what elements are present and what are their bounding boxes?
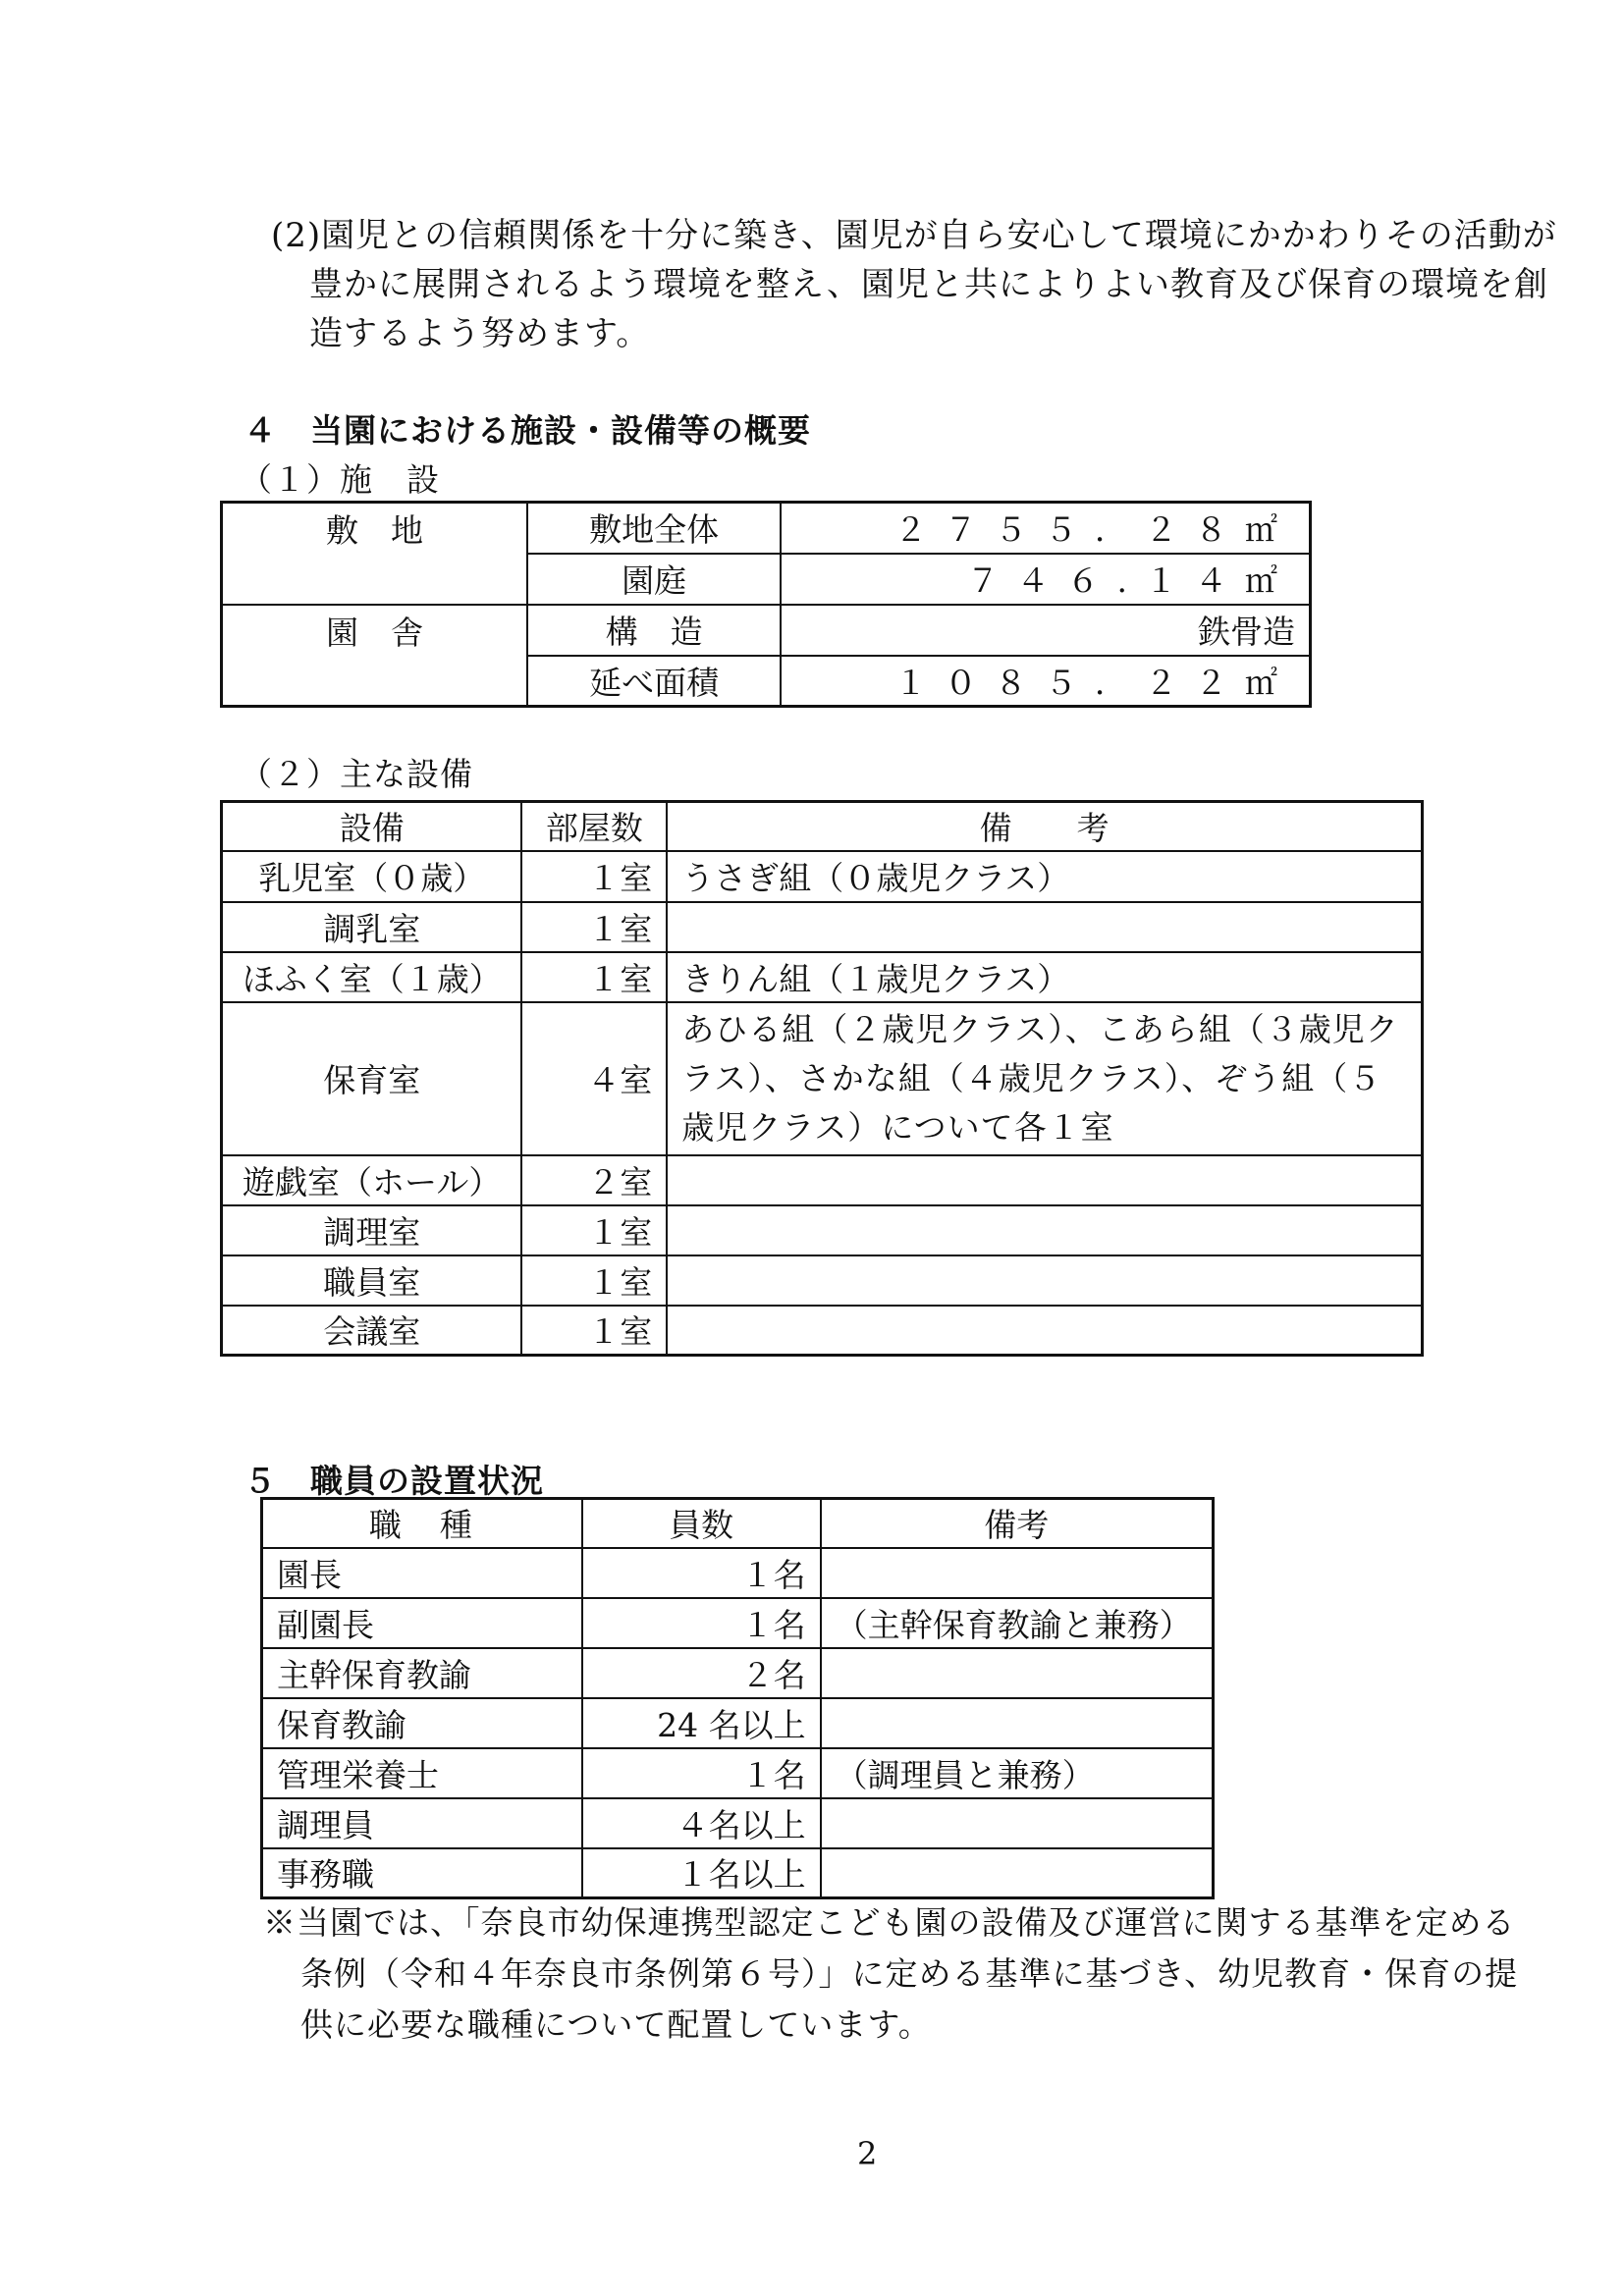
intro-line-2: 豊かに展開されるよう環境を整え、園児と共によりよい教育及び保育の環境を創 <box>309 265 1549 304</box>
equipment-note <box>667 1155 1422 1205</box>
staff-role: 管理栄養士 <box>262 1748 582 1798</box>
staff-note: （調理員と兼務） <box>821 1748 1214 1798</box>
equipment-note <box>667 1255 1422 1306</box>
equipment-note <box>667 902 1422 952</box>
equipment-count: ４室 <box>521 1002 667 1155</box>
equipment-name: 調理室 <box>222 1205 522 1255</box>
staff-note <box>821 1548 1214 1598</box>
staff-note <box>821 1698 1214 1748</box>
equipment-count: １室 <box>521 1306 667 1356</box>
facilities-table <box>220 501 1312 708</box>
table-row <box>222 1306 1423 1356</box>
staff-count: １名 <box>582 1548 821 1598</box>
equipment-subheading: （２）主な設備 <box>240 755 473 793</box>
equipment-count: １室 <box>521 952 667 1002</box>
equipment-name: ほふく室（１歳） <box>222 952 522 1002</box>
building-label-cont <box>222 656 528 707</box>
header-room-count: 部屋数 <box>521 802 667 851</box>
staff-count: ４名以上 <box>582 1798 821 1848</box>
equipment-note: うさぎ組（０歳児クラス） <box>667 851 1422 902</box>
staff-note-line-3: 供に必要な職種について配置しています。 <box>300 2005 932 2044</box>
staff-count: １名 <box>582 1598 821 1648</box>
staff-note-line-1: ※当園では、「奈良市幼保連携型認定こども園の設備及び運営に関する基準を定める <box>263 1903 1516 1942</box>
equipment-count: １室 <box>521 851 667 902</box>
page-number: 2 <box>857 2135 878 2172</box>
staff-note <box>821 1648 1214 1698</box>
table-row <box>222 1205 1423 1255</box>
intro-line-1: (2)園児との信頼関係を十分に築き、園児が自ら安心して環境にかかわりその活動が <box>271 216 1557 255</box>
table-row <box>262 1548 1214 1598</box>
staff-role: 事務職 <box>262 1848 582 1898</box>
facility-value: １０８５．２２㎡ <box>781 656 1310 707</box>
staff-count: 24 名以上 <box>582 1698 821 1748</box>
table-row <box>262 1648 1214 1698</box>
section-5-heading: ５ 職員の設置状況 <box>244 1462 544 1500</box>
table-row <box>222 1255 1423 1306</box>
facility-item: 園庭 <box>527 554 781 605</box>
equipment-count: １室 <box>521 1255 667 1306</box>
table-row <box>222 851 1423 902</box>
facility-value: ７４６.１４㎡ <box>781 554 1310 605</box>
facility-item: 敷地全体 <box>527 503 781 554</box>
equipment-name: 乳児室（０歳） <box>222 851 522 902</box>
staff-count: １名 <box>582 1748 821 1798</box>
table-row <box>262 1698 1214 1748</box>
equipment-count: ２室 <box>521 1155 667 1205</box>
staff-role: 副園長 <box>262 1598 582 1648</box>
equipment-count: １室 <box>521 902 667 952</box>
equipment-note: あひる組（２歳児クラス）、こあら組（３歳児クラス）、さかな組（４歳児クラス）、ぞう組（５歳児クラス）について各１室 <box>667 1002 1422 1155</box>
equipment-name: 調乳室 <box>222 902 522 952</box>
section-4-heading: ４ 当園における施設・設備等の概要 <box>244 411 811 450</box>
facility-item: 構 造 <box>527 605 781 656</box>
building-label: 園 舎 <box>222 605 528 656</box>
facility-value: 鉄骨造 <box>781 605 1310 656</box>
staff-count: ２名 <box>582 1648 821 1698</box>
staff-note: （主幹保育教諭と兼務） <box>821 1598 1214 1648</box>
staff-count: １名以上 <box>582 1848 821 1898</box>
table-row <box>262 1598 1214 1648</box>
equipment-count: １室 <box>521 1205 667 1255</box>
equipment-note <box>667 1205 1422 1255</box>
staff-note-line-2: 条例（令和４年奈良市条例第６号）」に定める基準に基づき、幼児教育・保育の提 <box>300 1954 1519 1993</box>
equipment-name: 職員室 <box>222 1255 522 1306</box>
equipment-name: 会議室 <box>222 1306 522 1356</box>
equipment-name: 遊戯室（ホール） <box>222 1155 522 1205</box>
header-job-type: 職 種 <box>262 1499 582 1548</box>
table-row <box>222 902 1423 952</box>
staff-role: 主幹保育教諭 <box>262 1648 582 1698</box>
staff-role: 調理員 <box>262 1798 582 1848</box>
site-label-cont <box>222 554 528 605</box>
header-equipment: 設備 <box>222 802 522 851</box>
equipment-note: きりん組（１歳児クラス） <box>667 952 1422 1002</box>
header-staff-count: 員数 <box>582 1499 821 1548</box>
equipment-note <box>667 1306 1422 1356</box>
table-row <box>222 1155 1423 1205</box>
header-remarks: 備考 <box>821 1499 1214 1548</box>
staff-role: 園長 <box>262 1548 582 1598</box>
table-row <box>262 1798 1214 1848</box>
staff-role: 保育教諭 <box>262 1698 582 1748</box>
table-row <box>222 1002 1423 1155</box>
table-row <box>262 1748 1214 1798</box>
staff-note <box>821 1848 1214 1898</box>
facility-item: 延べ面積 <box>527 656 781 707</box>
table-row <box>222 952 1423 1002</box>
facilities-subheading: （１）施 設 <box>240 460 440 499</box>
staff-table <box>260 1497 1215 1899</box>
table-row <box>262 1848 1214 1898</box>
equipment-name: 保育室 <box>222 1002 522 1155</box>
facility-value: ２７５５．２８㎡ <box>781 503 1310 554</box>
intro-line-3: 造するよう努めます。 <box>309 314 651 353</box>
equipment-table <box>220 800 1424 1357</box>
header-remarks: 備 考 <box>667 802 1422 851</box>
site-label: 敷 地 <box>222 503 528 554</box>
staff-note <box>821 1798 1214 1848</box>
